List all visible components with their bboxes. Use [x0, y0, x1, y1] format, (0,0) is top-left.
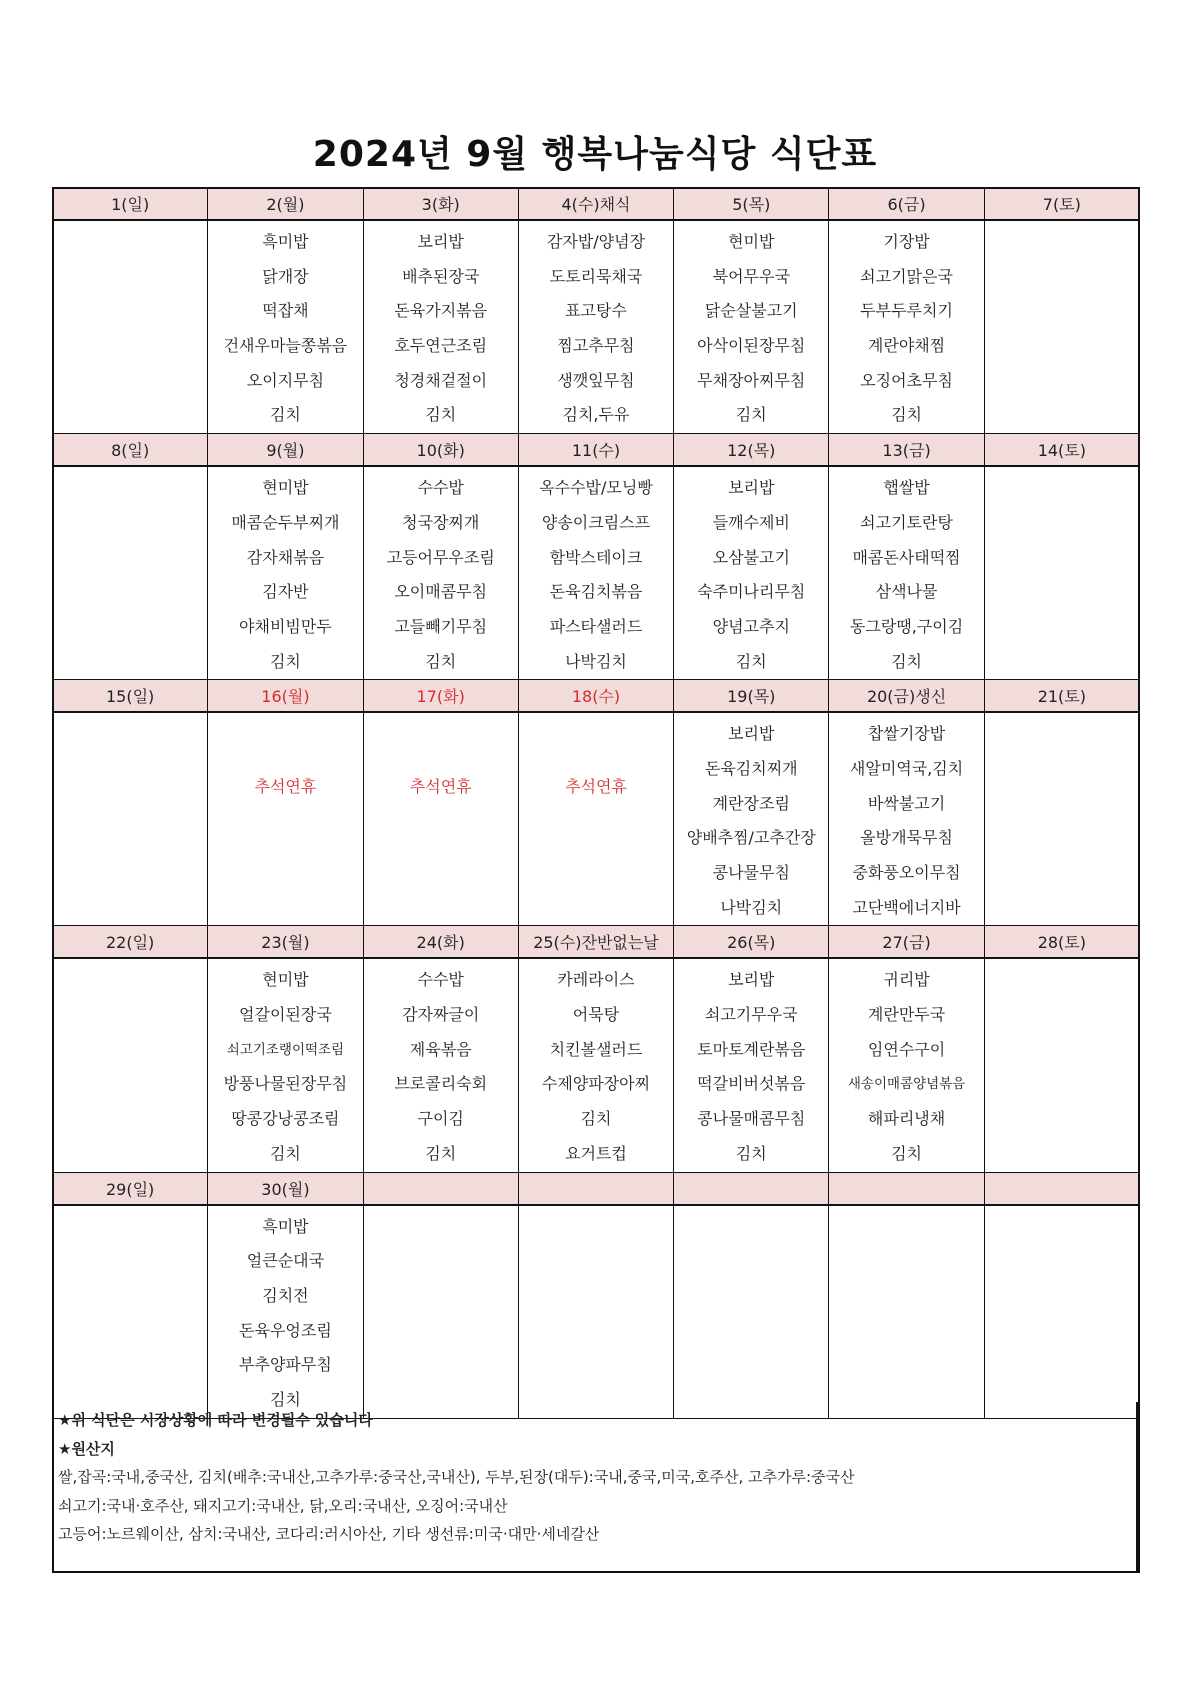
- day-menu-cell: [518, 712, 673, 926]
- day-header: 10(화): [363, 434, 518, 467]
- menu-items: [53, 1206, 207, 1210]
- menu-item: 김치: [735, 651, 767, 671]
- origin-title: ★원산지: [58, 1439, 115, 1458]
- holiday-label: 추석연휴: [565, 777, 627, 797]
- origin-line: 쌀,잡곡:국내,중국산, 김치(배추:국내산,고추가루:중국산,국내산), 두부,된장(대두):국내,중국,미국,호주산, 고추가루:중국산: [58, 1468, 855, 1486]
- menu-item: 부추양파무침: [239, 1355, 332, 1375]
- menu-item: 치킨볼샐러드: [549, 1039, 643, 1059]
- menu-item: 귀리밥: [883, 970, 930, 990]
- day-header: 30(월): [208, 1172, 363, 1205]
- menu-item: 현미밥: [262, 478, 309, 498]
- menu-item: 김치: [425, 1143, 457, 1163]
- menu-item: 고등어무우조림: [386, 547, 495, 567]
- menu-item: 나박김치: [565, 651, 627, 671]
- menu-item: 김치: [735, 1143, 767, 1163]
- menu-item: 얼갈이된장국: [239, 1005, 332, 1025]
- week-header-row: [53, 188, 1140, 221]
- menu-items: [208, 959, 362, 1171]
- day-menu-cell: [208, 466, 363, 680]
- notice-text: ★위 식단은 시장상황에 따라 변경될수 있습니다: [58, 1411, 373, 1429]
- menu-item: 닭개장: [262, 266, 309, 286]
- menu-item: 떡잡채: [262, 301, 309, 321]
- menu-item: 돈육우엉조림: [239, 1320, 332, 1340]
- menu-item: 중화풍오이무침: [852, 863, 961, 882]
- menu-item: 흑미밥: [262, 1216, 309, 1236]
- day-menu-cell: [208, 220, 363, 434]
- menu-item: 매콤순두부찌개: [231, 512, 340, 532]
- day-menu-cell: [518, 1205, 673, 1419]
- menu-item: 매콤돈사태떡찜: [852, 547, 961, 567]
- menu-item: 김치: [269, 405, 301, 425]
- day-menu-cell: [363, 958, 518, 1172]
- week-header-row: [53, 1172, 1140, 1205]
- menu-item: 쇠고기맑은국: [860, 266, 953, 286]
- menu-item: 기장밥: [883, 232, 930, 251]
- menu-item: 김치: [580, 1109, 612, 1129]
- day-menu-cell: [674, 958, 829, 1172]
- menu-items: [829, 713, 983, 925]
- day-header: 16(월): [208, 680, 363, 713]
- menu-items: [53, 221, 207, 225]
- notes-section: [52, 1402, 1138, 1573]
- menu-items: [519, 221, 673, 433]
- menu-item: 새송이매콤양념볶음: [847, 1076, 966, 1093]
- menu-item: 수수밥: [417, 478, 464, 498]
- menu-item: 생깻잎무침: [557, 370, 635, 390]
- menu-item: 보리밥: [728, 478, 775, 498]
- menu-item: 방풍나물된장무침: [223, 1074, 348, 1094]
- menu-item: 동그랑땡,구이김: [849, 616, 964, 636]
- day-menu-cell: [208, 712, 363, 926]
- day-header: 26(목): [674, 926, 829, 959]
- day-header: [363, 1172, 518, 1205]
- menu-items: [364, 467, 518, 679]
- menu-item: 파스타샐러드: [549, 616, 643, 636]
- menu-item: 토마토계란볶음: [697, 1039, 806, 1059]
- menu-item: 새알미역국,김치: [849, 758, 964, 778]
- menu-item: 북어무우국: [712, 266, 790, 286]
- menu-item: 감자짜글이: [402, 1005, 480, 1025]
- menu-item: 나박김치: [720, 897, 783, 917]
- week-menu-row: [53, 958, 1140, 1172]
- day-header: 5(목): [674, 188, 829, 221]
- menu-item: 콩나물매콤무침: [697, 1109, 806, 1129]
- menu-item: 함박스테이크: [549, 547, 643, 567]
- menu-item: 삼색나물: [875, 582, 938, 602]
- day-header: 1(일): [53, 188, 208, 221]
- menu-item: 쇠고기토란탕: [860, 512, 953, 532]
- menu-item: 감자채볶음: [246, 547, 325, 567]
- menu-items: [519, 959, 673, 1171]
- menu-item: 제육볶음: [409, 1039, 472, 1059]
- menu-items: [53, 959, 207, 963]
- menu-item: 양배추찜/고추간장: [686, 828, 816, 848]
- menu-item: 김치: [891, 405, 922, 425]
- day-header: [984, 1172, 1139, 1205]
- menu-item: 오이매콤무침: [394, 582, 488, 602]
- menu-item: 아삭이된장무침: [697, 336, 806, 356]
- menu-item: 얼큰순대국: [246, 1251, 325, 1271]
- day-menu-cell: [363, 466, 518, 680]
- day-menu-cell: [829, 466, 984, 680]
- menu-item: 김치전: [262, 1285, 309, 1305]
- day-menu-cell: [53, 220, 208, 434]
- menu-item: 건새우마늘쫑볶음: [223, 336, 348, 356]
- day-header: 28(토): [984, 926, 1139, 959]
- menu-item: 계란야채찜: [867, 336, 946, 356]
- menu-item: 김치: [269, 651, 301, 671]
- week-menu-row: [53, 466, 1140, 680]
- day-menu-cell: [674, 712, 829, 926]
- day-header: 2(월): [208, 188, 363, 221]
- menu-item: 김치: [425, 405, 457, 425]
- origin-line: 고등어:노르웨이산, 삼치:국내산, 코다리:러시아산, 기타 생선류:미국·대만·세네갈산: [58, 1525, 600, 1543]
- day-header: 25(수)잔반없는날: [518, 926, 673, 959]
- day-header: 15(일): [53, 680, 208, 713]
- menu-item: 양송이크림스프: [541, 512, 651, 532]
- menu-item: 김치: [425, 651, 457, 671]
- menu-item: 햅쌀밥: [883, 478, 930, 498]
- day-menu-cell: [984, 958, 1139, 1172]
- menu-item: 해파리냉채: [867, 1109, 946, 1129]
- menu-item: 옥수수밥/모닝빵: [539, 478, 653, 498]
- origin-line: 쇠고기:국내·호주산, 돼지고기:국내산, 닭,오리:국내산, 오징어:국내산: [58, 1496, 508, 1515]
- day-menu-cell: [208, 958, 363, 1172]
- menu-item: 카레라이스: [557, 970, 635, 990]
- menu-items: [674, 467, 828, 679]
- menu-item: 오징어초무침: [860, 370, 953, 390]
- menu-item: 보리밥: [728, 970, 775, 990]
- menu-items: [985, 467, 1139, 471]
- menu-items: [674, 1206, 828, 1210]
- day-header: 14(토): [984, 434, 1139, 467]
- day-header: 12(목): [674, 434, 829, 467]
- menu-items: [829, 959, 983, 1171]
- menu-item: 현미밥: [262, 970, 309, 990]
- menu-items: [364, 1206, 518, 1210]
- menu-items: [985, 1206, 1139, 1210]
- menu-items: [519, 467, 673, 679]
- day-header: 21(토): [984, 680, 1139, 713]
- menu-item: 콩나물무침: [712, 863, 790, 882]
- day-header: 24(화): [363, 926, 518, 959]
- day-header: 19(목): [674, 680, 829, 713]
- day-menu-cell: [829, 220, 984, 434]
- menu-item: 돈육김치볶음: [549, 582, 643, 602]
- week-header-row: [53, 434, 1140, 467]
- day-header: 13(금): [829, 434, 984, 467]
- menu-item: 김치: [891, 1143, 922, 1163]
- menu-item: 청경채겉절이: [394, 370, 488, 390]
- menu-items: [53, 713, 207, 717]
- day-header: 20(금)생신: [829, 680, 984, 713]
- day-header: 22(일): [53, 926, 208, 959]
- week-header-row: [53, 926, 1140, 959]
- menu-items: [674, 959, 828, 1171]
- day-header: [518, 1172, 673, 1205]
- menu-item: 땅콩강낭콩조림: [231, 1109, 340, 1129]
- menu-item: 무채장아찌무침: [697, 370, 806, 390]
- day-header: 7(토): [984, 188, 1139, 221]
- menu-items: [985, 713, 1139, 717]
- menu-item: 현미밥: [728, 232, 775, 251]
- menu-item: 수수밥: [417, 970, 464, 990]
- day-menu-cell: [518, 958, 673, 1172]
- menu-items: [985, 959, 1139, 963]
- menu-item: 오삼불고기: [712, 547, 790, 567]
- day-menu-cell: [674, 220, 829, 434]
- menu-items: [208, 1206, 362, 1418]
- menu-item: 김치: [269, 1143, 301, 1163]
- menu-item: 김치: [269, 1389, 301, 1409]
- menu-item: 고들빼기무침: [394, 616, 488, 636]
- menu-items: [519, 1206, 673, 1210]
- day-header: 8(일): [53, 434, 208, 467]
- menu-items: [53, 467, 207, 471]
- day-menu-cell: [984, 466, 1139, 680]
- day-menu-cell: [829, 712, 984, 926]
- menu-item: 배추된장국: [402, 266, 480, 286]
- menu-item: 어묵탕: [572, 1005, 620, 1025]
- day-header: 3(화): [363, 188, 518, 221]
- menu-item: 떡갈비버섯볶음: [697, 1074, 806, 1094]
- day-header: 11(수): [518, 434, 673, 467]
- menu-item: 보리밥: [417, 232, 464, 251]
- day-menu-cell: [674, 1205, 829, 1419]
- day-menu-cell: [208, 1205, 363, 1419]
- menu-item: 계란만두국: [867, 1005, 946, 1025]
- menu-item: 청국장찌개: [402, 512, 480, 532]
- menu-item: 찜고추무침: [557, 336, 635, 356]
- day-header: 4(수)채식: [518, 188, 673, 221]
- day-header: [674, 1172, 829, 1205]
- menu-item: 두부두루치기: [860, 301, 953, 321]
- day-menu-cell: [363, 220, 518, 434]
- day-header: 29(일): [53, 1172, 208, 1205]
- menu-item: 호두연근조림: [394, 336, 488, 356]
- menu-item: 김치,두유: [562, 405, 630, 425]
- menu-item: 브로콜리숙회: [394, 1074, 488, 1094]
- week-menu-row: [53, 1205, 1140, 1419]
- menu-item: 도토리묵채국: [549, 266, 643, 286]
- menu-item: 야채비빔만두: [239, 616, 332, 636]
- menu-items: [674, 221, 828, 433]
- day-header: 17(화): [363, 680, 518, 713]
- day-menu-cell: [984, 712, 1139, 926]
- holiday-label: 추석연휴: [254, 777, 317, 797]
- menu-item: 감자밥/양념장: [546, 232, 646, 251]
- menu-item: 돈육김치찌개: [704, 758, 798, 778]
- menu-item: 흑미밥: [262, 232, 309, 251]
- menu-item: 오이지무침: [246, 370, 325, 390]
- day-menu-cell: [984, 1205, 1139, 1419]
- day-menu-cell: [363, 1205, 518, 1419]
- day-menu-cell: [984, 220, 1139, 434]
- menu-items: [985, 221, 1139, 225]
- day-header: 9(월): [208, 434, 363, 467]
- holiday-label: 추석연휴: [409, 777, 472, 797]
- menu-item: 수제양파장아찌: [541, 1074, 651, 1094]
- menu-item: 양념고추지: [712, 616, 790, 636]
- menu-item: 고단백에너지바: [852, 897, 961, 917]
- menu-item: 닭순살불고기: [704, 301, 798, 321]
- day-menu-cell: [53, 958, 208, 1172]
- day-menu-cell: [674, 466, 829, 680]
- page-title: 2024년 9월 행복나눔식당 식단표: [312, 134, 878, 175]
- menu-item: 김자반: [262, 582, 309, 602]
- menu-item: 계란장조림: [712, 793, 790, 813]
- menu-items: [208, 467, 362, 679]
- menu-item: 구이김: [417, 1109, 464, 1129]
- menu-item: 김치: [891, 651, 922, 671]
- menu-items: [829, 467, 983, 679]
- menu-items: [364, 959, 518, 1171]
- day-menu-cell: [518, 466, 673, 680]
- menu-items: [674, 713, 828, 925]
- menu-item: 임연수구이: [867, 1039, 946, 1059]
- day-menu-cell: [53, 466, 208, 680]
- menu-item: 요거트컵: [565, 1143, 627, 1163]
- menu-item: 보리밥: [728, 724, 775, 744]
- day-menu-cell: [518, 220, 673, 434]
- day-header: 18(수): [518, 680, 673, 713]
- day-menu-cell: [53, 1205, 208, 1419]
- day-header: 27(금): [829, 926, 984, 959]
- menu-item: 쇠고기무우국: [704, 1005, 798, 1025]
- week-header-row: [53, 680, 1140, 713]
- menu-items: [208, 221, 362, 433]
- menu-items: [829, 1206, 983, 1210]
- menu-item: 숙주미나리무침: [697, 582, 806, 602]
- day-header: 23(월): [208, 926, 363, 959]
- menu-item: 바싹불고기: [867, 793, 946, 813]
- menu-item: 올방개묵무침: [860, 828, 953, 848]
- menu-item: 표고탕수: [565, 301, 627, 321]
- day-header: [829, 1172, 984, 1205]
- menu-items: [364, 221, 518, 433]
- menu-table: [52, 187, 1140, 1419]
- menu-item: 찹쌀기장밥: [867, 724, 946, 744]
- day-menu-cell: [829, 958, 984, 1172]
- day-menu-cell: [829, 1205, 984, 1419]
- day-menu-cell: [53, 712, 208, 926]
- menu-item: 돈육가지볶음: [394, 301, 488, 321]
- menu-item: 들깨수제비: [712, 512, 790, 532]
- week-menu-row: [53, 712, 1140, 926]
- day-header: 6(금): [829, 188, 984, 221]
- week-menu-row: [53, 220, 1140, 434]
- day-menu-cell: [363, 712, 518, 926]
- menu-items: [829, 221, 983, 433]
- menu-item: 쇠고기조랭이떡조림: [226, 1041, 345, 1058]
- menu-item: 김치: [735, 405, 767, 425]
